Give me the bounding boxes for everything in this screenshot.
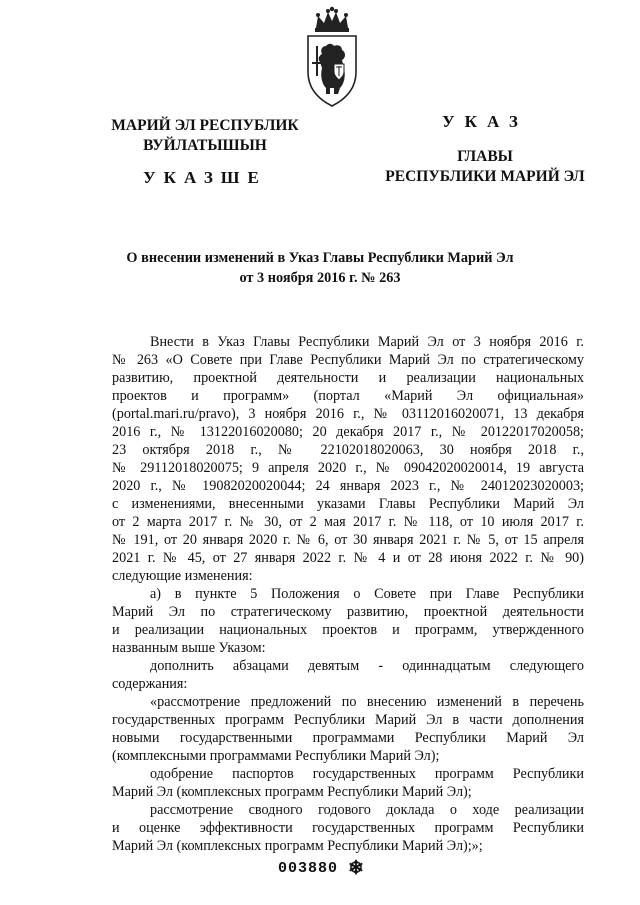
body-line: (комплексными программами Республики Марий Эл); — [112, 748, 440, 764]
body-line: (portal.mari.ru/pravo), 3 ноября 2016 г., № 03112016020071, 13 декабря — [112, 406, 584, 422]
header-left-line3: УКАЗШЕ — [143, 168, 267, 187]
body-line: 23 октября 2018 г., № 22102018020063, 30 ноября 2018 г., — [112, 442, 584, 458]
body-line: № 263 «О Совете при Главе Республики Марий Эл по стратегическому — [112, 352, 584, 368]
document-serial-number: 003880 — [278, 860, 339, 877]
header-right-line3: РЕСПУБЛИКИ МАРИЙ ЭЛ — [385, 168, 585, 185]
body-line: государственных программ Республики Марий Эл в части дополнения — [112, 712, 584, 728]
body-line: а) в пункте 5 Положения о Совете при Главе Республики — [150, 586, 584, 602]
body-line: следующие изменения: — [112, 568, 253, 584]
header-left-line1: МАРИЙ ЭЛ РЕСПУБЛИК — [111, 117, 299, 134]
coat-of-arms-emblem — [300, 6, 364, 110]
body-line: «рассмотрение предложений по внесению изменений в перечень — [150, 694, 584, 710]
body-line: одобрение паспортов государственных программ Республики — [150, 766, 584, 782]
document-title-line2: от 3 ноября 2016 г. № 263 — [239, 270, 401, 286]
body-line: Внести в Указ Главы Республики Марий Эл от 3 ноября 2016 г. — [150, 334, 584, 350]
body-line: проектов и программ» (портал «Марий Эл официальная» — [112, 388, 584, 404]
body-line: № 191, от 20 января 2020 г. № 6, от 30 января 2021 г. № 5, от 15 апреля — [112, 532, 584, 548]
body-line: новыми государственными программами Республики Марий Эл — [112, 730, 584, 746]
body-line: дополнить абзацами девятым - одиннадцатым следующего — [150, 658, 584, 674]
body-line: Марий Эл по стратегическому развитию, проектной деятельности — [112, 604, 584, 620]
body-line: 2021 г. № 45, от 27 января 2022 г. № 4 и от 28 июня 2022 г. № 90) — [112, 550, 584, 566]
body-line: 2016 г., № 13122016020080; 20 декабря 2017 г., № 20122017020058; — [112, 424, 584, 440]
body-line: развитию, проектной деятельности и реализации национальных — [112, 370, 584, 386]
header-right-line1: УКАЗ — [442, 112, 528, 131]
body-line: названным выше Указом: — [112, 640, 266, 656]
body-line: 2020 г., № 19082020020044; 24 января 2023 г., № 24012023020003; — [112, 478, 584, 494]
snowflake-icon: ❄ — [348, 858, 364, 879]
body-line: Марий Эл (комплексных программ Республики Марий Эл); — [112, 784, 472, 800]
body-line: и реализации национальных проектов и программ, утвержденного — [112, 622, 584, 638]
body-line: от 2 марта 2017 г. № 30, от 2 мая 2017 г. № 118, от 10 июля 2017 г. — [112, 514, 584, 530]
body-line: содержания: — [112, 676, 188, 692]
header-right-line2: ГЛАВЫ — [457, 148, 513, 165]
body-line: и оценке эффективности государственных программ Республики — [112, 820, 584, 836]
body-line: с изменениями, внесенными указами Главы Республики Марий Эл — [112, 496, 584, 512]
document-title-line1: О внесении изменений в Указ Главы Республики Марий Эл — [126, 250, 514, 266]
body-line: рассмотрение сводного годового доклада о ходе реализации — [150, 802, 584, 818]
header-left-line2: ВУЙЛАТЫШЫН — [143, 137, 267, 154]
body-line: № 29112018020075; 9 апреля 2020 г., № 09042020020014, 19 августа — [112, 460, 584, 476]
body-line: Марий Эл (комплексных программ Республики Марий Эл);»; — [112, 838, 483, 854]
